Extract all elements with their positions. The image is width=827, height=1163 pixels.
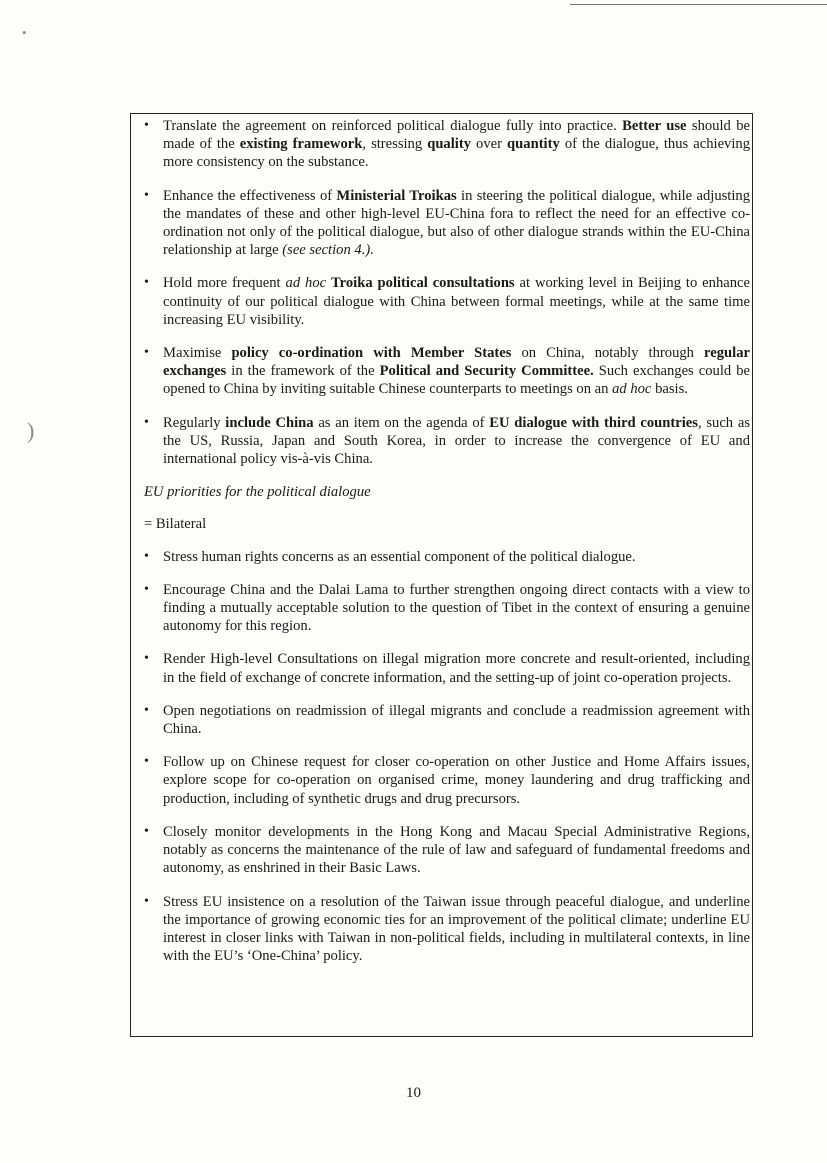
text-segment: Troika political consultations (331, 275, 515, 292)
bullet-icon: • (144, 345, 149, 361)
list-item-text (163, 702, 750, 738)
list-item (144, 823, 750, 878)
bullet-icon: • (144, 754, 149, 770)
bilateral-priorities-list (144, 548, 750, 966)
list-item (144, 893, 750, 966)
subsection-label: = Bilateral (144, 516, 207, 533)
binding-mark-icon: ) (27, 418, 35, 443)
text-segment: policy co-ordination with Member States (231, 345, 512, 362)
text-segment: over (471, 136, 508, 153)
bullet-icon: • (144, 548, 149, 564)
text-segment: at working level in Beijing to enhance continuity of our political dialogue with China between formal meetings, while at the same time increasing EU visibility. (163, 275, 750, 328)
text-segment: , such as the US, Russia, Japan and South Korea, in order to increase the convergence of EU and international policy vis-à-vis China. (163, 414, 751, 468)
top-edge-rule (570, 4, 827, 5)
text-segment: Open negotiations on readmission of illegal migrants and conclude a readmission agreement with China. (163, 702, 750, 738)
list-item-text (163, 117, 750, 172)
text-segment: basis. (651, 381, 688, 398)
list-item-text (163, 187, 750, 260)
text-segment: (see section 4.). (282, 242, 374, 259)
text-segment: , stressing (362, 136, 428, 153)
text-segment: Hold more frequent (163, 275, 286, 292)
list-item-text (163, 344, 750, 399)
text-segment: Enhance the effectiveness of (163, 187, 337, 204)
text-segment: Translate the agreement on reinforced political dialogue fully into practice. (163, 118, 623, 134)
bullet-icon: • (144, 651, 149, 667)
text-segment: Such exchanges could be opened to China by inviting suitable Chinese counterparts to meetings on an (163, 363, 750, 398)
text-segment: on China, notably through (511, 345, 705, 362)
document-body (144, 117, 750, 980)
recommendations-list (144, 117, 750, 468)
text-segment: Better use (622, 118, 687, 134)
list-item-text (163, 893, 750, 966)
bullet-icon: • (144, 187, 149, 203)
list-item (144, 753, 750, 808)
text-segment: in the framework of the (226, 363, 380, 380)
text-segment: quantity (507, 136, 560, 153)
scan-speck: • (22, 25, 27, 40)
list-item-text (163, 650, 750, 686)
list-item (144, 344, 750, 399)
list-item (144, 414, 750, 469)
text-segment: Closely monitor developments in the Hong Kong and Macau Special Administrative Regions, notably as concerns the maintenance of the rule of law and safeguard of fundamental freedoms and autonomy, as enshrined in their Basic Laws. (163, 823, 750, 877)
list-item (144, 581, 750, 636)
text-segment: existing framework (239, 136, 363, 153)
bullet-icon: • (144, 702, 149, 718)
list-item (144, 650, 750, 686)
list-item (144, 274, 750, 329)
bullet-icon: • (144, 414, 149, 430)
bullet-icon: • (144, 118, 149, 133)
list-item-text (163, 823, 750, 878)
bullet-icon: • (144, 823, 149, 839)
text-segment: Regularly (163, 414, 226, 431)
text-segment: Render High-level Consultations on illegal migration more concrete and result-oriented, including in the field of exchange of concrete information, and the setting-up of joint co-operation projects. (163, 651, 750, 686)
text-segment: should be made of the (163, 118, 750, 153)
bullet-icon: • (144, 581, 149, 597)
subheading: EU priorities for the political dialogue (144, 484, 371, 501)
list-item-text (163, 581, 750, 636)
text-segment: Follow up on Chinese request for closer co-operation on other Justice and Home Affairs issues, explore scope for co-operation on organised crime, money laundering and drug trafficking and production, including of synthetic drugs and drug precursors. (163, 754, 750, 807)
text-segment: ad hoc (285, 275, 327, 292)
text-segment: EU dialogue with third countries (489, 414, 698, 431)
text-segment: include China (225, 414, 314, 431)
list-item (144, 187, 750, 260)
text-segment: Stress EU insistence on a resolution of the Taiwan issue through peaceful dialogue, and underline the importance of growing economic ties for an improvement of the political climate; underline EU interest in closer links with Taiwan in non-political fields, including in multilateral contexts, in line with the EU’s ‘One-China’ policy. (163, 893, 750, 965)
page-number: 10 (406, 1085, 421, 1101)
list-item (144, 548, 750, 566)
bullet-icon: • (144, 893, 149, 909)
list-item-text (163, 753, 750, 808)
list-item-text (163, 548, 750, 566)
text-segment: regular exchanges (163, 345, 750, 380)
list-item (144, 702, 750, 738)
text-segment: Encourage China and the Dalai Lama to further strengthen ongoing direct contacts with a view to finding a mutually acceptable solution to the question of Tibet in the context of ensuring a genuine autonomy for this region. (163, 581, 750, 635)
text-segment: quality (427, 136, 471, 153)
text-segment: Maximise (163, 345, 232, 362)
list-item-text (163, 274, 750, 329)
text-segment: in steering the political dialogue, while adjusting the mandates of these and other high-level EU-China fora to reflect the need for an effective co-ordination not only of the political dialogue, but also of other dialogue strands within the EU-China relationship at large (163, 187, 750, 259)
text-segment: as an item on the agenda of (313, 414, 490, 431)
list-item-text (163, 414, 750, 469)
text-segment: Stress human rights concerns as an essential component of the political dialogue. (163, 548, 636, 565)
list-item (144, 117, 750, 172)
text-segment: ad hoc (612, 381, 652, 398)
text-segment: Ministerial Troikas (336, 187, 457, 204)
text-segment: of the dialogue, thus achieving more consistency on the substance. (163, 136, 750, 171)
text-segment: Political and Security Committee. (379, 363, 594, 380)
bullet-icon: • (144, 275, 149, 291)
